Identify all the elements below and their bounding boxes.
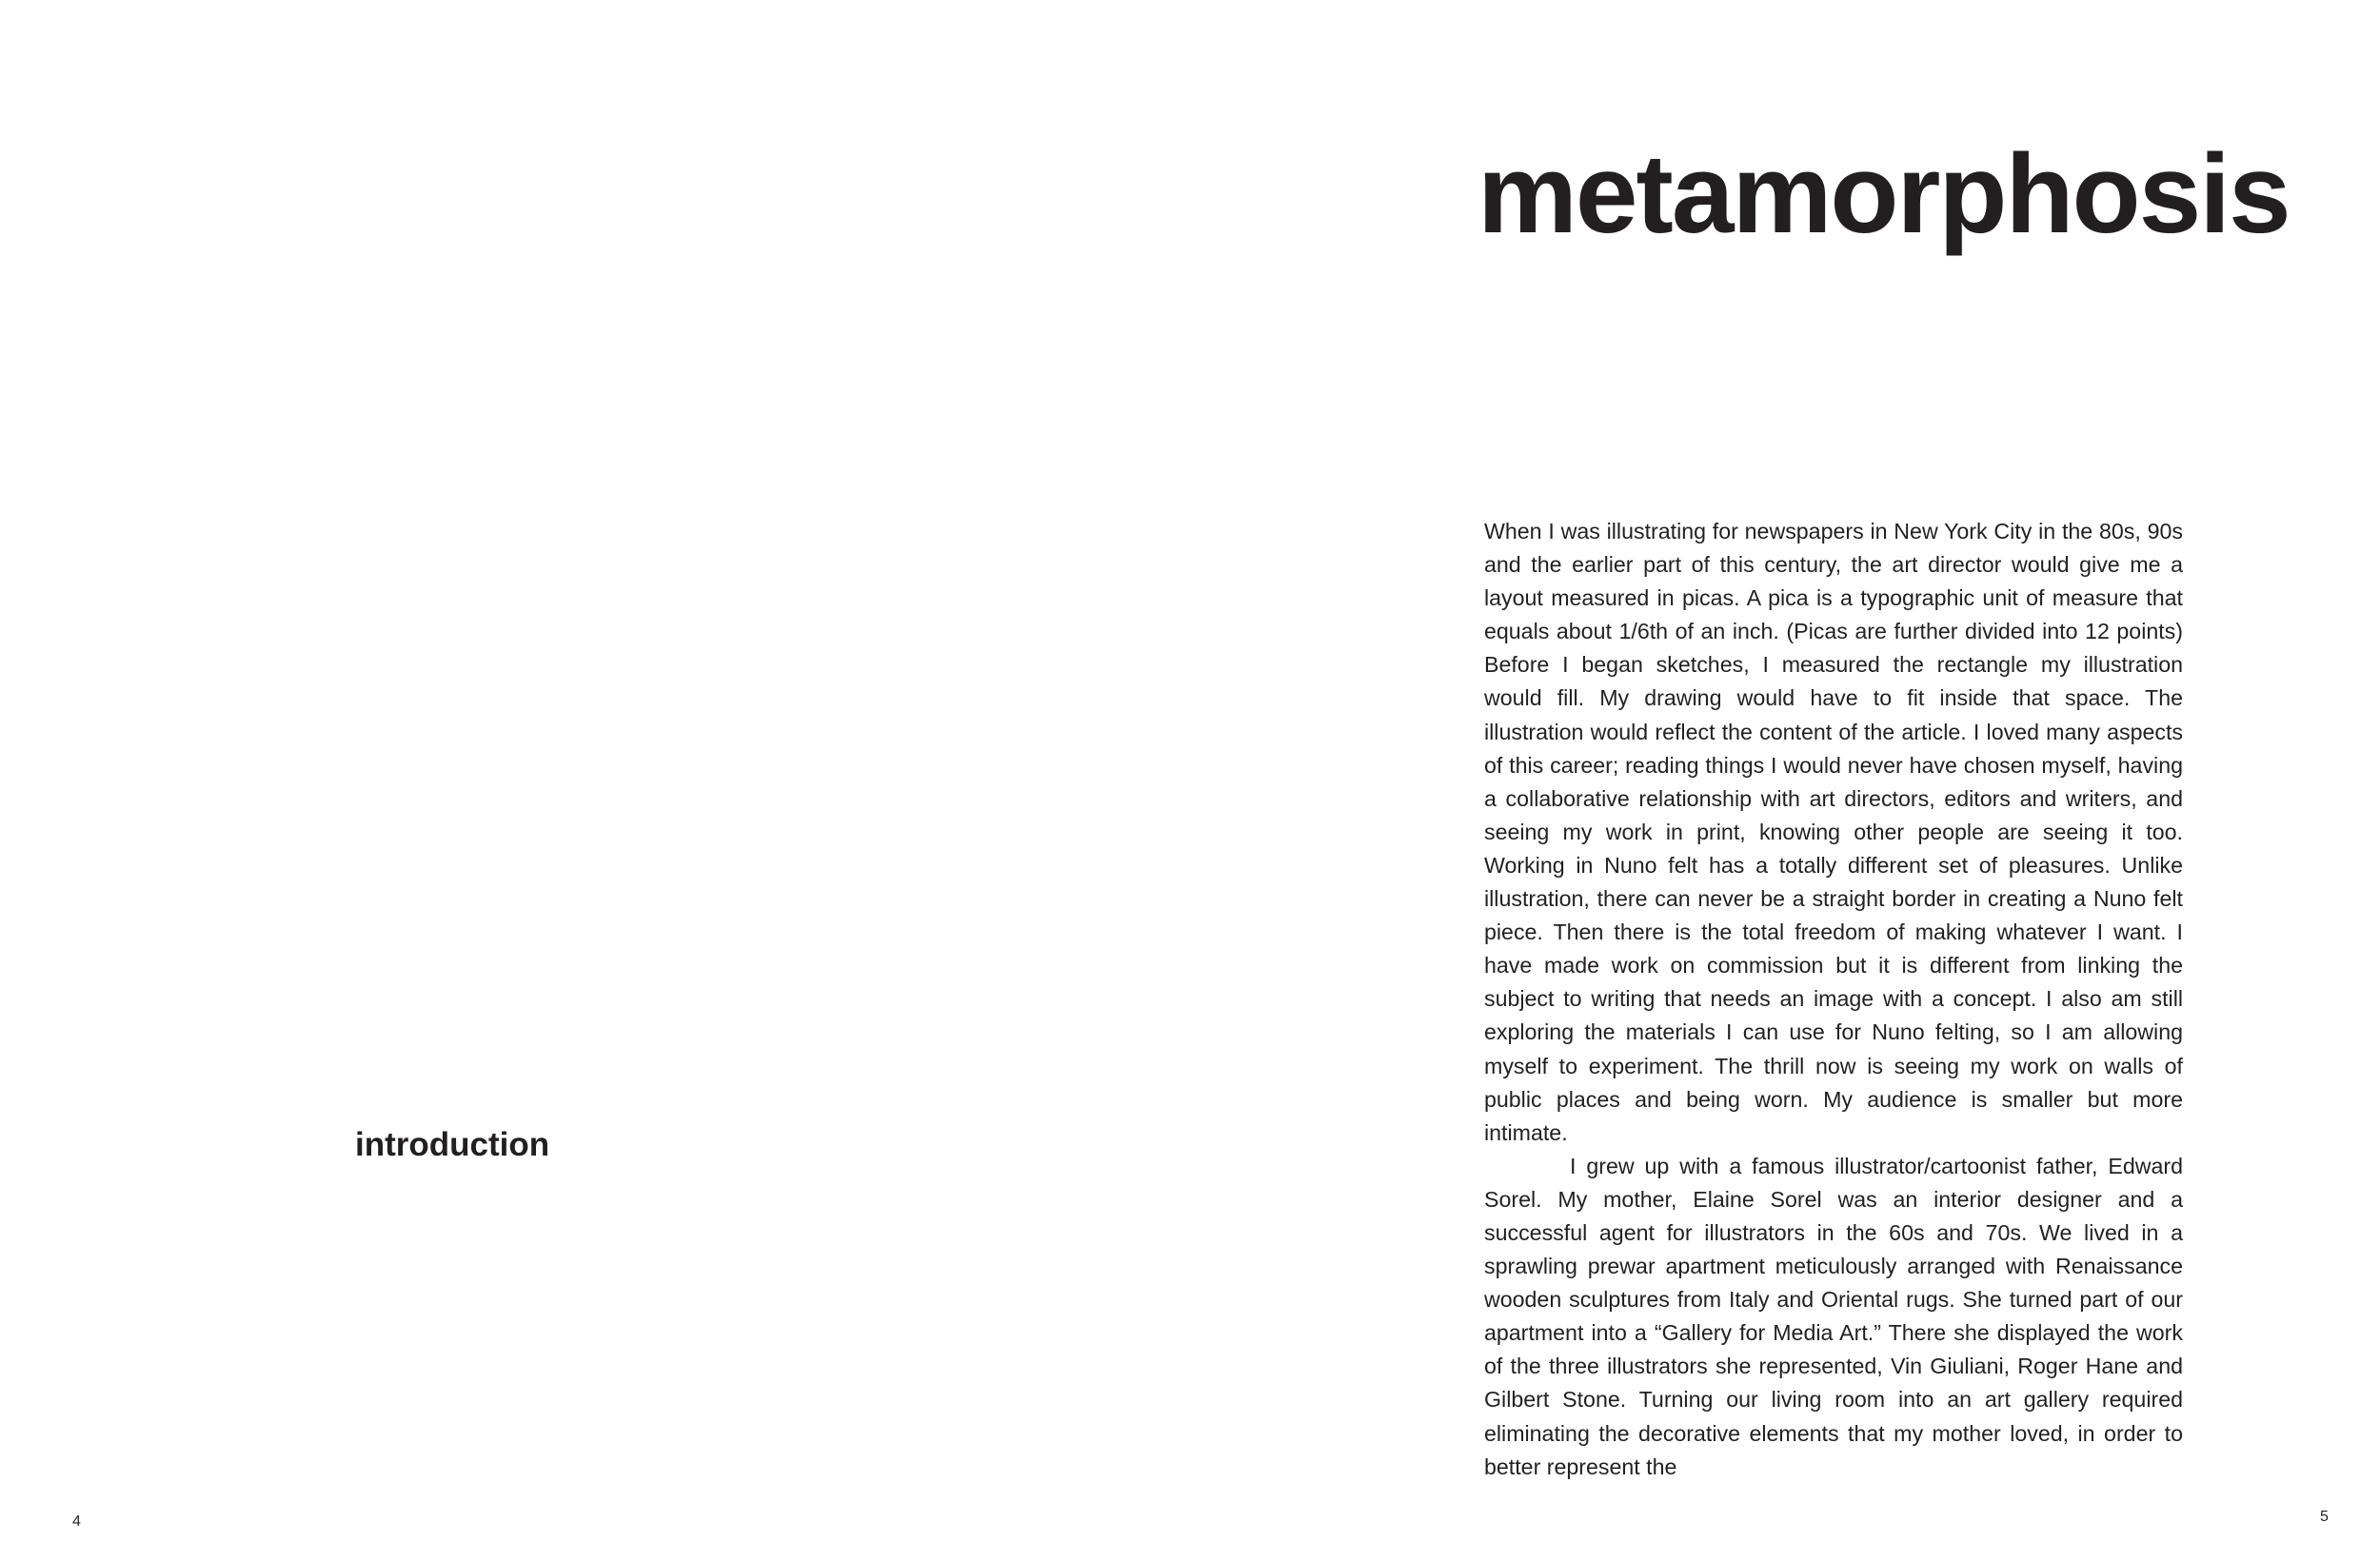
paragraph: I grew up with a famous illustrator/cartoonist father, Edward Sorel. My mother, Elaine Sorel was an interior designer and a successful agent for illustrators in the 60s and 70s. We lived in a sprawling prewar apartment meticulously arranged with Renaissance wooden sculptures from Italy and Oriental rugs. She turned part of our apartment into a “Gallery for Media Art.” There she displayed the work of the three illustrators she represented, Vin Giuliani, Roger Hane and Gilbert Stone. Turning our living room into an art gallery required eliminating the decorative elements that my mother loved, in order to better represent the <box>1484 1153 2183 1479</box>
page-number-left: 4 <box>72 1513 81 1530</box>
page-number-right: 5 <box>2320 1509 2329 1525</box>
body-text <box>1484 515 2183 1484</box>
section-label: introduction <box>355 1126 550 1163</box>
paragraph: When I was illustrating for newspapers in New York City in the 80s, 90s and the earlier part of this century, the art director would give me a layout measured in picas. A pica is a typographic unit of measure that equals about 1/6th of an inch. (Picas are further divided into 12 points) Before I began sketches, I measured the rectangle my illustration would fill. My drawing would have to fit inside that space. The illustration would reflect the content of the article. I loved many aspects of this career; reading things I would never have chosen myself, having a collaborative relationship with art directors, editors and writers, and seeing my work in print, knowing other people are seeing it too. Working in Nuno felt has a totally different set of pleasures. Unlike illustration, there can never be a straight border in creating a Nuno felt piece. Then there is the total freedom of making whatever I want. I have made work on commission but it is different from linking the subject to writing that needs an image with a concept. I also am still exploring the materials I can use for Nuno felting, so I am allowing myself to experiment. The thrill now is seeing my work on walls of public places and being worn. My audience is smaller but more intimate. <box>1484 519 2183 1145</box>
page-title: metamorphosis <box>1478 131 2290 257</box>
